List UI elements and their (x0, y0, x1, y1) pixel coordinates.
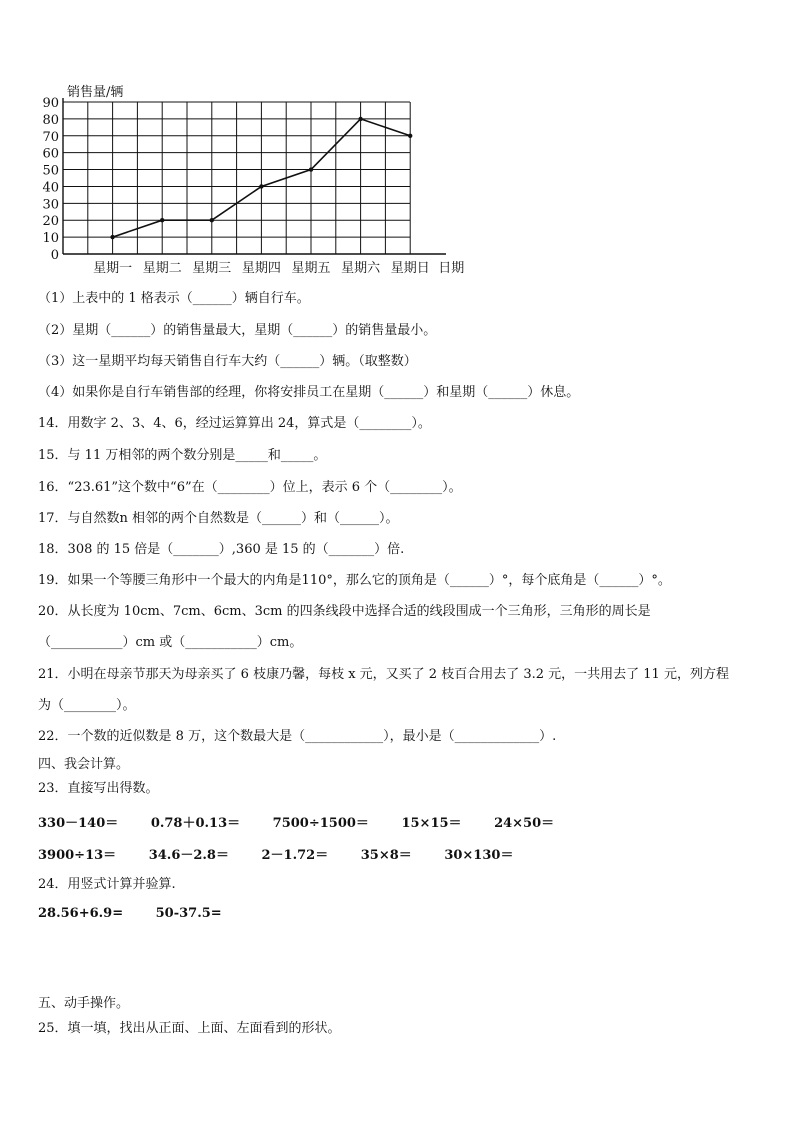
x-tick-label: 星期二 (142, 261, 182, 276)
section-4-heading: 四、我会计算。 (38, 757, 130, 772)
question-14: 14．用数字 2、3、4、6，经过运算算出 24，算式是（________）。 (38, 416, 431, 431)
y-tick-label: 70 (42, 129, 59, 145)
calc-item: 30×130＝ (444, 848, 514, 863)
y-tick-label: 50 (42, 163, 59, 179)
y-tick-label: 0 (50, 248, 59, 263)
question-13-2: （2）星期（______）的销售量最大，星期（______）的销售量最小。 (38, 323, 437, 338)
y-tick-label: 60 (42, 146, 59, 162)
question-13-3: （3）这一星期平均每天销售自行车大约（______）辆。（取整数） (38, 354, 417, 369)
x-axis-label: 日期 (438, 261, 465, 276)
question-13-4: （4）如果你是自行车销售部的经理，你将安排员工在星期（______）和星期（______）休息。 (38, 385, 580, 400)
calc-item: 28.56+6.9= (38, 906, 124, 921)
chart-axes (63, 98, 446, 254)
section-5-heading: 五、动手操作。 (38, 996, 130, 1011)
calc-item: 15×15＝ (401, 816, 462, 831)
question-25: 25．填一填，找出从正面、上面、左面看到的形状。 (38, 1021, 341, 1036)
data-point (210, 218, 214, 222)
question-16: 16．“23.61”这个数中“6”在（________）位上，表示 6 个（________）。 (38, 480, 462, 495)
q23-row-2 (38, 844, 541, 863)
q24-row (38, 906, 250, 921)
question-20-line2: （___________）cm 或（___________）cm。 (38, 635, 303, 650)
calc-item: 50-37.5= (155, 906, 222, 921)
y-tick-label: 10 (42, 231, 59, 247)
question-17: 17．与自然数n 相邻的两个自然数是（______）和（______）。 (38, 511, 399, 526)
calc-item: 3900÷13＝ (38, 848, 117, 863)
x-tick-label: 星期日 (390, 261, 430, 276)
calc-item: 0.78＋0.13＝ (150, 816, 241, 831)
calc-item: 7500÷1500＝ (272, 816, 369, 831)
question-21-line1: 21．小明在母亲节那天为母亲买了 6 枝康乃馨，每枝 x 元，又买了 2 枝百合用去了 3.2 元，一共用去了 11 元，列方程 (38, 667, 729, 682)
question-13-1: （1）上表中的 1 格表示（______）辆自行车。 (38, 291, 310, 306)
calc-item: 330－140＝ (38, 816, 119, 831)
question-22: 22．一个数的近似数是 8 万，这个数最大是（____________），最小是（_____________）. (38, 729, 557, 744)
calc-item: 24×50＝ (494, 816, 555, 831)
y-axis-label: 销售量/辆 (67, 85, 124, 100)
data-point (408, 134, 412, 138)
x-tick-labels (93, 261, 430, 276)
calc-item: 2－1.72＝ (261, 848, 329, 863)
y-tick-label: 40 (42, 180, 59, 196)
chart-grid (63, 102, 410, 254)
y-tick-label: 20 (42, 214, 59, 230)
data-point (358, 117, 362, 121)
question-18: 18．308 的 15 倍是（_______）,360 是 15 的（_______）倍. (38, 542, 405, 557)
question-20-line1: 20．从长度为 10cm、7cm、6cm、3cm 的四条线段中选择合适的线段围成一个三角形，三角形的周长是 (38, 604, 651, 619)
q23-row-1 (38, 812, 582, 831)
question-21-line2: 为（________）。 (38, 698, 136, 713)
x-tick-label: 星期六 (341, 261, 381, 276)
x-tick-label: 星期三 (192, 261, 232, 276)
question-23: 23．直接写出得数。 (38, 781, 159, 796)
x-tick-label: 星期五 (291, 261, 331, 276)
calc-item: 35×8＝ (360, 848, 412, 863)
question-15: 15．与 11 万相邻的两个数分别是_____和_____。 (38, 448, 327, 463)
question-19: 19．如果一个等腰三角形中一个最大的内角是110°，那么它的顶角是（______）°，每个底角是（______）°。 (38, 573, 671, 588)
x-tick-label: 星期四 (241, 261, 281, 276)
y-tick-label: 30 (42, 197, 59, 213)
calc-item: 34.6－2.8＝ (148, 848, 229, 863)
x-tick-label: 星期一 (93, 261, 133, 276)
y-tick-label: 80 (42, 112, 59, 128)
y-tick-label: 90 (42, 96, 59, 111)
sales-line-chart (36, 82, 476, 277)
data-point (259, 184, 263, 188)
data-point (309, 167, 313, 171)
y-tick-labels (42, 96, 59, 263)
data-point (160, 218, 164, 222)
question-24: 24．用竖式计算并验算. (38, 877, 176, 892)
data-point (110, 235, 114, 239)
